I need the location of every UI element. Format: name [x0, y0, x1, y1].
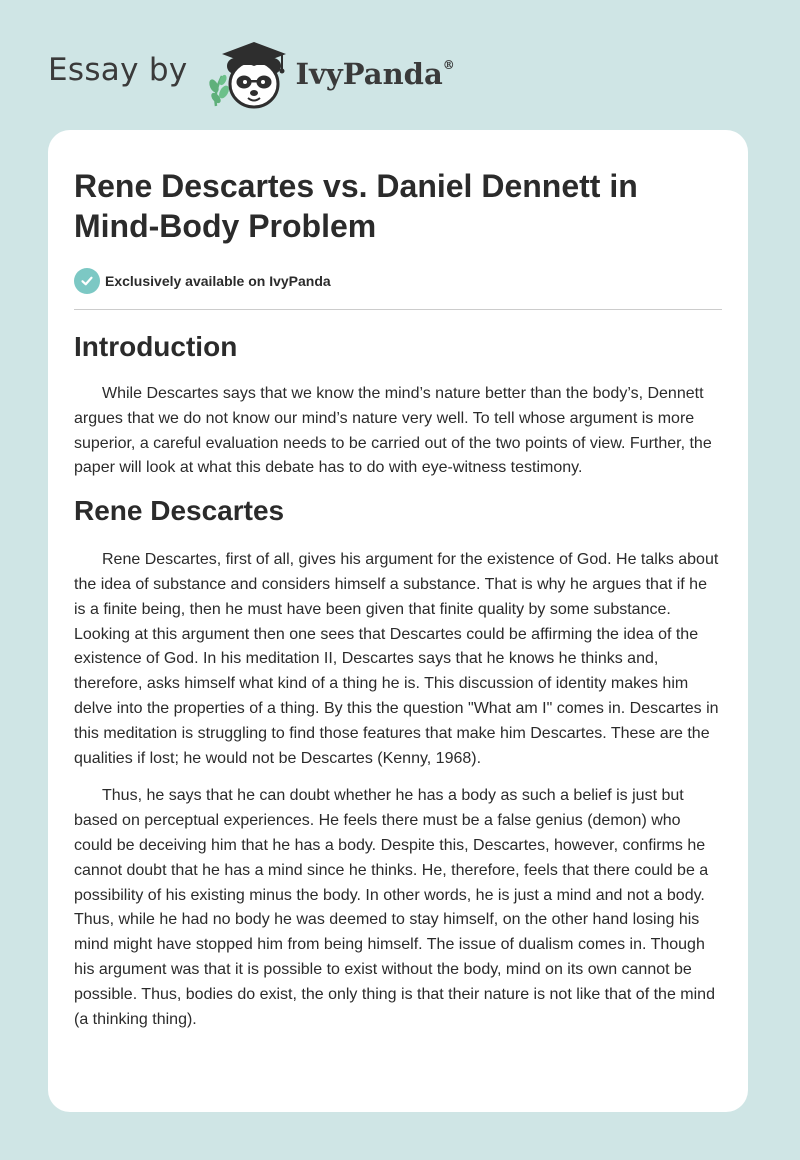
paragraph: Rene Descartes, first of all, gives his argument for the existence of God. He talks about the idea of substance and considers himself a substance. That is why he argues that if he is a finite being, then he must have been given that finite quality by some substance. Looking at this argument then one sees that Descartes could be affirming the idea of the existence of God. In his meditation II, Descartes says that he knows he thinks and, therefore, asks himself what kind of a thing he is. This discussion of identity makes him delve into the properties of a thing. By this the question "What am I" comes in. Descartes in this meditation is struggling to find those features that make him Descartes. These are the qualities if lost; he would not be Descartes (Kenny, 1968). — [74, 551, 719, 767]
brand-header[interactable] — [48, 34, 455, 114]
section-rene-descartes — [74, 494, 722, 1032]
divider — [74, 309, 722, 310]
exclusive-text: Exclusively available on IvyPanda — [105, 273, 331, 289]
article-title: Rene Descartes vs. Daniel Dennett in Mind-Body Problem — [74, 168, 638, 244]
registered-mark: ® — [442, 58, 455, 73]
paragraph: Thus, he says that he can doubt whether he has a body as such a belief is just but based on perceptual experiences. He feels there must be a false genius (demon) who could be deceiving him that he has a body. Despite this, Descartes, however, confirms he cannot doubt that he has a mind since he thinks. He, therefore, feels that there could be a possibility of his existing minus the body. In other words, he is just a mind and not a body. Thus, while he had no body he was deemed to stay himself, on the other hand losing his mind might have stopped him from being himself. The issue of dualism comes in. Though his argument was that it is possible to exist without the body, mind on its own cannot be possible. Thus, bodies do exist, the only thing is that their nature is not like that of the mind (a thinking thing). — [74, 787, 715, 1028]
paragraph: While Descartes says that we know the mind’s nature better than the body’s, Dennett argues that we do not know our mind’s nature very well. To tell whose argument is more superior, a careful evaluation needs to be carried out of the two points of view. Further, the paper will look at what this debate has to do with eye-witness testimony. — [74, 385, 712, 477]
brand-prefix: Essay by — [48, 52, 188, 88]
brand-name-text: IvyPanda — [295, 57, 443, 91]
section-introduction — [74, 330, 722, 481]
check-circle-icon — [74, 268, 100, 294]
exclusive-badge — [74, 268, 722, 294]
article-card — [48, 130, 748, 1112]
section-heading: Rene Descartes — [74, 495, 285, 527]
panda-logo-icon — [202, 36, 292, 112]
brand-name — [296, 57, 455, 91]
section-heading: Introduction — [74, 331, 238, 362]
